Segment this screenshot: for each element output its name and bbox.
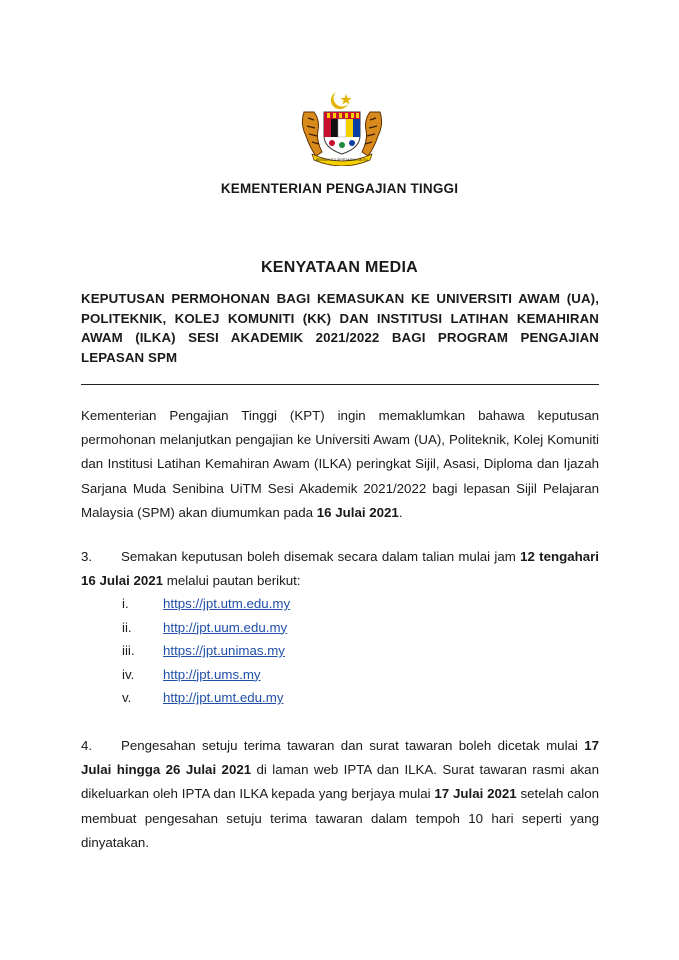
list-item: iv. http://jpt.ums.my (122, 663, 422, 687)
paragraph-3: 3. Semakan keputusan boleh disemak secara dalam talian mulai jam 12 tengahari 16 Julai 2021 melalui pautan berikut: (81, 545, 599, 593)
list-item: ii. http://jpt.uum.edu.my (122, 616, 422, 640)
check-start-time: 12 tengahari 16 Julai 2021 (81, 549, 599, 589)
link-ums[interactable]: http://jpt.ums.my (163, 666, 261, 682)
document-type-heading: KENYATAAN MEDIA (260, 259, 419, 276)
result-link-list (122, 592, 422, 710)
list-item: iii. https://jpt.unimas.my (122, 639, 422, 663)
paragraph-intro: Kementerian Pengajian Tinggi (KPT) ingin memaklumkan bahawa keputusan permohonan melanjutkan pengajian ke Universiti Awam (UA), Politeknik, Kolej Komuniti dan Institusi Latihan Kemahiran Awam (ILKA) peringkat Sijil, Asasi, Diploma dan Ijazah Sarjana Muda Senibina UiTM Sesi Akademik 2021/2022 bagi lepasan Sijil Pelajaran Malaysia (SPM) akan diumumkan pada 16 Julai 2021. (81, 408, 599, 520)
link-umt[interactable]: http://jpt.umt.edu.my (163, 690, 284, 705)
paragraph-number: 3. (81, 549, 93, 564)
acceptance-period: 17 Julai hingga 26 Julai 2021 (81, 738, 599, 778)
link-utm[interactable]: https://jpt.utm.edu.my (163, 596, 291, 611)
list-item: i. https://jpt.utm.edu.my (122, 592, 422, 616)
link-uum[interactable]: http://jpt.uum.edu.my (163, 619, 288, 635)
svg-text:BERSEKUTU BERTAMBAH MUTU: BERSEKUTU BERTAMBAH MUTU (316, 158, 368, 162)
link-unimas[interactable]: https://jpt.unimas.my (163, 643, 285, 658)
announcement-date: 16 Julai 2021 (316, 504, 399, 520)
ministry-name: KEMENTERIAN PENGAJIAN TINGGI (220, 181, 459, 196)
list-item: v. http://jpt.umt.edu.my (122, 686, 422, 710)
offer-date: 17 Julai 2021 (434, 786, 517, 802)
paragraph-number: 4. (81, 738, 93, 753)
paragraph-4: 4. Pengesahan setuju terima tawaran dan surat tawaran boleh dicetak mulai 17 Julai hingga 26 Julai 2021 di laman web IPTA dan ILKA. Surat tawaran rasmi akan dikeluarkan oleh IPTA dan ILKA kepada yang berjaya mulai 17 Julai 2021 setelah calon membuat pengesahan setuju terima tawaran dalam tempoh 10 hari seperti yang dinyatakan. (81, 734, 599, 855)
headline-divider (81, 384, 599, 385)
malaysia-coat-of-arms-logo (294, 90, 390, 166)
press-release-headline: KEPUTUSAN PERMOHONAN BAGI KEMASUKAN KE UNIVERSITI AWAM (UA), POLITEKNIK, KOLEJ KOMUNITI (KK) DAN INSTITUSI LATIHAN KEMAHIRAN AWAM (ILKA) SESI AKADEMIK 2021/2022 BAGI PROGRAM PENGAJIAN LEPASAN SPM (81, 291, 599, 365)
